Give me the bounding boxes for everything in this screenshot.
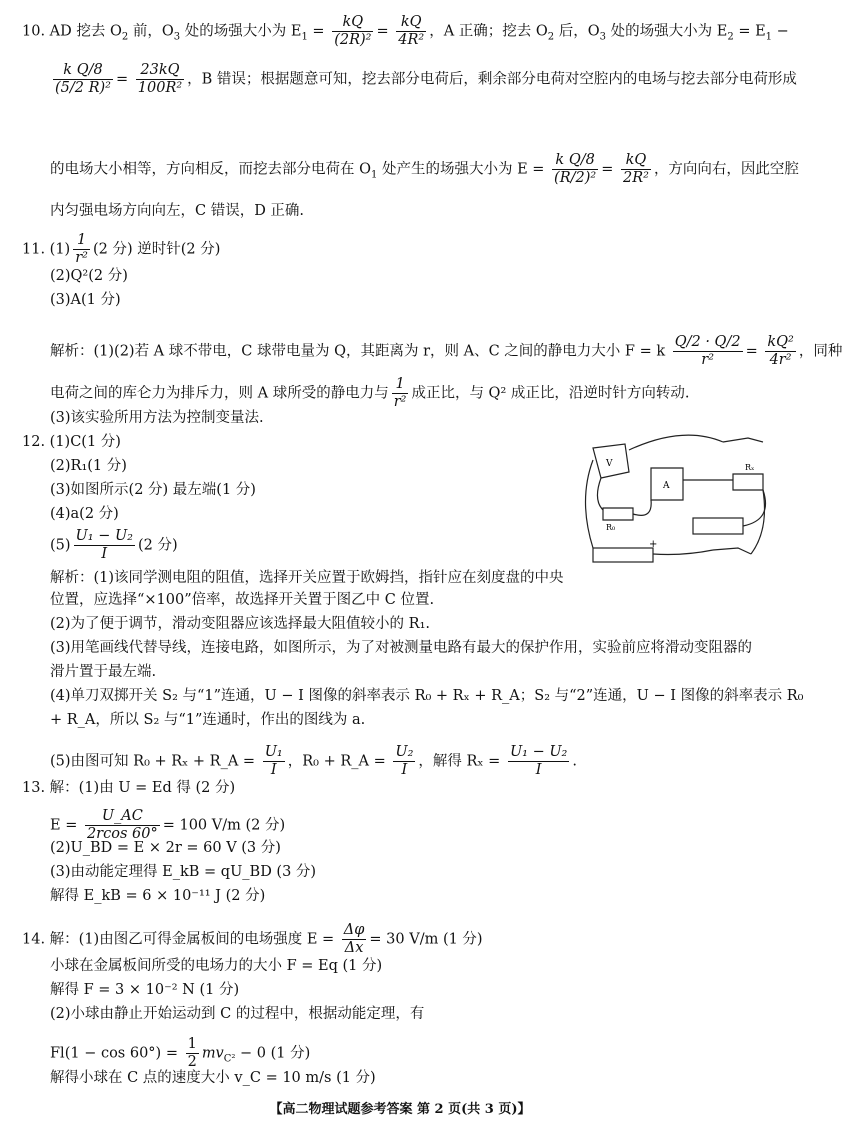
q11-a1: 11. (1) bbox=[22, 241, 71, 258]
q10-text-a: 10. AD 挖去 O bbox=[22, 23, 122, 40]
q11-exp2 bbox=[50, 376, 689, 411]
sub: 2 bbox=[121, 31, 129, 43]
q13-l2b: = 100 V/m (2 分) bbox=[162, 817, 286, 834]
q12-e8b: ，R₀ + R_A = bbox=[287, 753, 386, 770]
q13-l1: 13. 解：(1)由 U = Ed 得 (2 分) bbox=[22, 780, 236, 796]
q14-l5a: Fl(1 − cos 60°) = bbox=[50, 1045, 178, 1062]
frac-e: $\frac{\text{k Q/8}}{\text{(R/2)²}}$ bbox=[554, 152, 597, 186]
sub: 3 bbox=[173, 31, 181, 43]
wire bbox=[597, 478, 603, 510]
label-plus: + bbox=[649, 539, 658, 550]
frac-23: $\frac{23kQ}{\text{100R²}}$ bbox=[137, 62, 183, 96]
q12-e4: (3)用笔画线代替导线，连接电路，如图所示，为了对被测量电路有最大的保护作用，实验前应将滑动变阻器的 bbox=[50, 640, 753, 656]
q10-text-b: 前，O bbox=[128, 23, 174, 40]
label-v: V bbox=[606, 459, 613, 469]
q11-exp1: 解析：(1)(2)若 A 球不带电，C 球带电量为 Q，其距离为 r，则 A、C 之间的静电力大小 F = k $\frac{Q/2 \cdot Q/2}{\text{r²}}$ = $\frac{\text{kQ²}}{\text{4r²}}$ ，同种 bbox=[50, 334, 842, 368]
wire bbox=[653, 550, 713, 555]
q12-e2: 位置，应选择“×100”倍率，故选择开关置于图乙中 C 位置. bbox=[50, 592, 435, 608]
q10-text-e: 后，O bbox=[554, 23, 600, 40]
q12-e1: 解析：(1)该同学测电阻的阻值，选择开关应置于欧姆挡，指针应在刻度盘的中央 bbox=[50, 570, 564, 586]
q12-e3: (2)为了便于调节，滑动变阻器应该选择最大阻值较小的 R₁. bbox=[50, 616, 430, 632]
wire bbox=[751, 490, 765, 554]
frac-u1-i: $\frac{\text{U₁}}{I}$ bbox=[264, 744, 283, 778]
q14-l5 bbox=[50, 1036, 310, 1071]
q10-text-h: − bbox=[772, 23, 789, 40]
q12-a3: (3)如图所示(2 分) 最左端(1 分) bbox=[50, 482, 256, 498]
page-footer: 【高二物理试题参考答案 第 2 页(共 3 页)】 bbox=[269, 1102, 531, 1117]
q12-e8a: (5)由图可知 R₀ + Rₓ + R_A = bbox=[50, 753, 256, 770]
q12-a5-rest: (2 分) bbox=[137, 537, 178, 554]
q12-a5-label: (5) bbox=[50, 537, 71, 554]
q12-a5 bbox=[50, 528, 178, 563]
label-rx: Rₓ bbox=[745, 463, 755, 472]
rheostat-icon bbox=[693, 518, 743, 534]
q11-answer2: (2)Q²(2 分) bbox=[50, 268, 128, 284]
q14-l6: 解得小球在 C 点的速度大小 v_C = 10 m/s (1 分) bbox=[50, 1070, 376, 1086]
q14-l3: 解得 F = 3 × 10⁻² N (1 分) bbox=[50, 982, 240, 998]
q10-text-3c: ，方向向右，因此空腔 bbox=[653, 161, 799, 178]
frac-kq-4r: $\frac{kQ}{\text{4R²}}$ bbox=[398, 14, 425, 48]
q14-l1b: = 30 V/m (1 分) bbox=[369, 931, 483, 948]
resistor-r0-icon bbox=[603, 508, 633, 520]
label-r0: R₀ bbox=[606, 523, 616, 532]
q12-a2: (2)R₁(1 分) bbox=[50, 458, 127, 474]
sub: 1 bbox=[371, 169, 378, 181]
q14-l2: 小球在金属板间所受的电场力的大小 F = Eq (1 分) bbox=[50, 958, 383, 974]
q12-e8d: . bbox=[572, 753, 577, 770]
q10-text-d: ，A 正确；挖去 O bbox=[429, 23, 548, 40]
frac-big: $\frac{\text{k Q/8}}{\text{(5/2 R)²}}$ bbox=[55, 62, 111, 96]
battery-icon bbox=[593, 548, 653, 562]
q10-text-g: = E bbox=[733, 23, 766, 40]
q10-line3: 的电场大小相等，方向相反，而挖去部分电荷在 $O_1$ 处产生的场强大小为 E = $\frac{\text{k Q/8}}{\text{(R/2)²}}$ = $\frac{kQ}{\text{2R²}}$ ，方向向右，因此空腔 bbox=[50, 152, 799, 186]
frac-u1u2-i-b: $\frac{\text{U₁ − U₂}}{I}$ bbox=[509, 744, 568, 778]
frac-u1u2-i: $\frac{\text{U₁ − U₂}}{I}$ bbox=[75, 528, 133, 562]
q10-line2: $\frac{\text{k Q/8}}{\text{(5/2 R)²}}$ = $\frac{23kQ}{\text{100R²}}$ ，B 错误；根据题意可知，挖去部分电荷后，剩余部分电荷对空腔内的电场与挖去部分电荷形成 bbox=[55, 62, 797, 96]
frac-u2-i: $\frac{\text{U₂}}{I}$ bbox=[395, 744, 414, 778]
wire bbox=[629, 435, 723, 450]
frac-kq-2r2: $\frac{kQ}{\text{2R²}}$ bbox=[622, 152, 649, 186]
q14-l5b: mv bbox=[201, 1045, 224, 1062]
wire bbox=[743, 490, 766, 526]
q11-exp2a: 电荷之间的库仑力为排斥力，则 A 球所受的静电力与 bbox=[50, 385, 389, 402]
q13-l4: (3)由动能定理得 E_kB = qU_BD (3 分) bbox=[50, 864, 317, 880]
q12-e6: (4)单刀双掷开关 S₂ 与“1”连通，U − I 图像的斜率表示 R₀ + Rₓ + R_A；S₂ 与“2”连通，U − I 图像的斜率表示 R₀ bbox=[50, 688, 804, 704]
q12-e5: 滑片置于最左端. bbox=[50, 664, 157, 680]
q12-e8c: ，解得 Rₓ = bbox=[418, 753, 501, 770]
q11-answer1 bbox=[22, 232, 220, 267]
q10-text-f: 处的场强大小为 E bbox=[606, 23, 728, 40]
frac-1-r2: $\frac{1}{\text{r²}}$ bbox=[75, 232, 88, 266]
q12-a4: (4)a(2 分) bbox=[50, 506, 119, 522]
q11-exp1-text: 解析：(1)(2)若 A 球不带电，C 球带电量为 Q，其距离为 r，则 A、C 之间的静电力大小 F = k bbox=[50, 343, 666, 360]
q10-text-3b: 处产生的场强大小为 E = bbox=[377, 161, 545, 178]
frac-kq-2r: $\frac{kQ}{\text{(2R)²}}$ bbox=[334, 14, 372, 48]
q10-text-3a: 的电场大小相等，方向相反，而挖去部分电荷在 O bbox=[50, 161, 371, 178]
q11-a1-rest: (2 分) 逆时针(2 分) bbox=[92, 241, 221, 258]
q10-text-2: ，B 错误；根据题意可知，挖去部分电荷后，剩余部分电荷对空腔内的电场与挖去部分电荷形成 bbox=[187, 71, 797, 88]
sub: 1 bbox=[765, 31, 773, 43]
q11-answer3: (3)A(1 分) bbox=[50, 292, 121, 308]
q14-l1 bbox=[22, 922, 483, 957]
resistor-rx-icon bbox=[733, 474, 763, 490]
sub: 1 bbox=[301, 31, 308, 43]
q14-l1a: 14. 解：(1)由图乙可得金属板间的电场强度 E = bbox=[22, 931, 335, 948]
q10-line1: 10. AD 挖去 $O_2$ 前，$O_3$ 处的场强大小为 $E_1$ = $\frac{kQ}{\text{(2R)²}}$ = $\frac{kQ}{\text{4R²}}$ ，A 正确；挖去 $O_2$ 后，$O_3$ 处的场强大小为 $E_2 = E_1$ − bbox=[22, 14, 789, 48]
q12-e8 bbox=[50, 744, 577, 779]
frac-uac: $\frac{U\_AC}{2rcos 60^\circ}$ bbox=[86, 808, 158, 842]
frac-dphi-dx: $\frac{\Delta\varphi}{\Delta x}$ bbox=[343, 922, 365, 956]
q11-exp2b: 成正比，与 Q² 成正比，沿逆时针方向转动. bbox=[411, 385, 690, 402]
q14-l5d: − 0 (1 分) bbox=[235, 1045, 311, 1062]
q14-l5c: C² bbox=[223, 1053, 236, 1065]
q12-a1: 12. (1)C(1 分) bbox=[22, 434, 121, 450]
q13-l5: 解得 E_kB = 6 × 10⁻¹¹ J (2 分) bbox=[50, 888, 266, 904]
wire bbox=[633, 500, 651, 515]
q14-l4: (2)小球由静止开始运动到 C 的过程中，根据动能定理，有 bbox=[50, 1006, 425, 1022]
q10-line4: 内匀强电场方向向左，C 错误，D 正确. bbox=[50, 203, 305, 219]
sub: 2 bbox=[727, 31, 734, 43]
switch-2-icon bbox=[713, 548, 751, 554]
q13-l3: (2)U_BD = E × 2r = 60 V (3 分) bbox=[50, 840, 281, 856]
q11-exp3: (3)该实验所用方法为控制变量法. bbox=[50, 410, 264, 426]
wire bbox=[586, 460, 594, 548]
q11-exp1-end: ，同种 bbox=[798, 343, 842, 360]
circuit-diagram bbox=[573, 430, 773, 580]
q13-l2a: E = bbox=[50, 817, 78, 834]
frac-kq2-4r2: $\frac{\text{kQ²}}{\text{4r²}}$ bbox=[767, 334, 794, 368]
frac-1-r2-b: $\frac{1}{\text{r²}}$ bbox=[393, 376, 407, 410]
q12-e7: + R_A，所以 S₂ 与“1”连通时，作出的图线为 a. bbox=[50, 712, 366, 728]
sub: 3 bbox=[599, 31, 607, 43]
sub: 2 bbox=[547, 31, 555, 43]
q10-text-c: 处的场强大小为 E bbox=[180, 23, 302, 40]
frac-1-2: $\frac{1}{2}$ bbox=[187, 1036, 197, 1070]
frac-q2q2: $\frac{Q/2 \cdot Q/2}{\text{r²}}$ bbox=[674, 334, 741, 368]
label-a: A bbox=[663, 481, 670, 491]
switch-icon bbox=[723, 438, 763, 442]
